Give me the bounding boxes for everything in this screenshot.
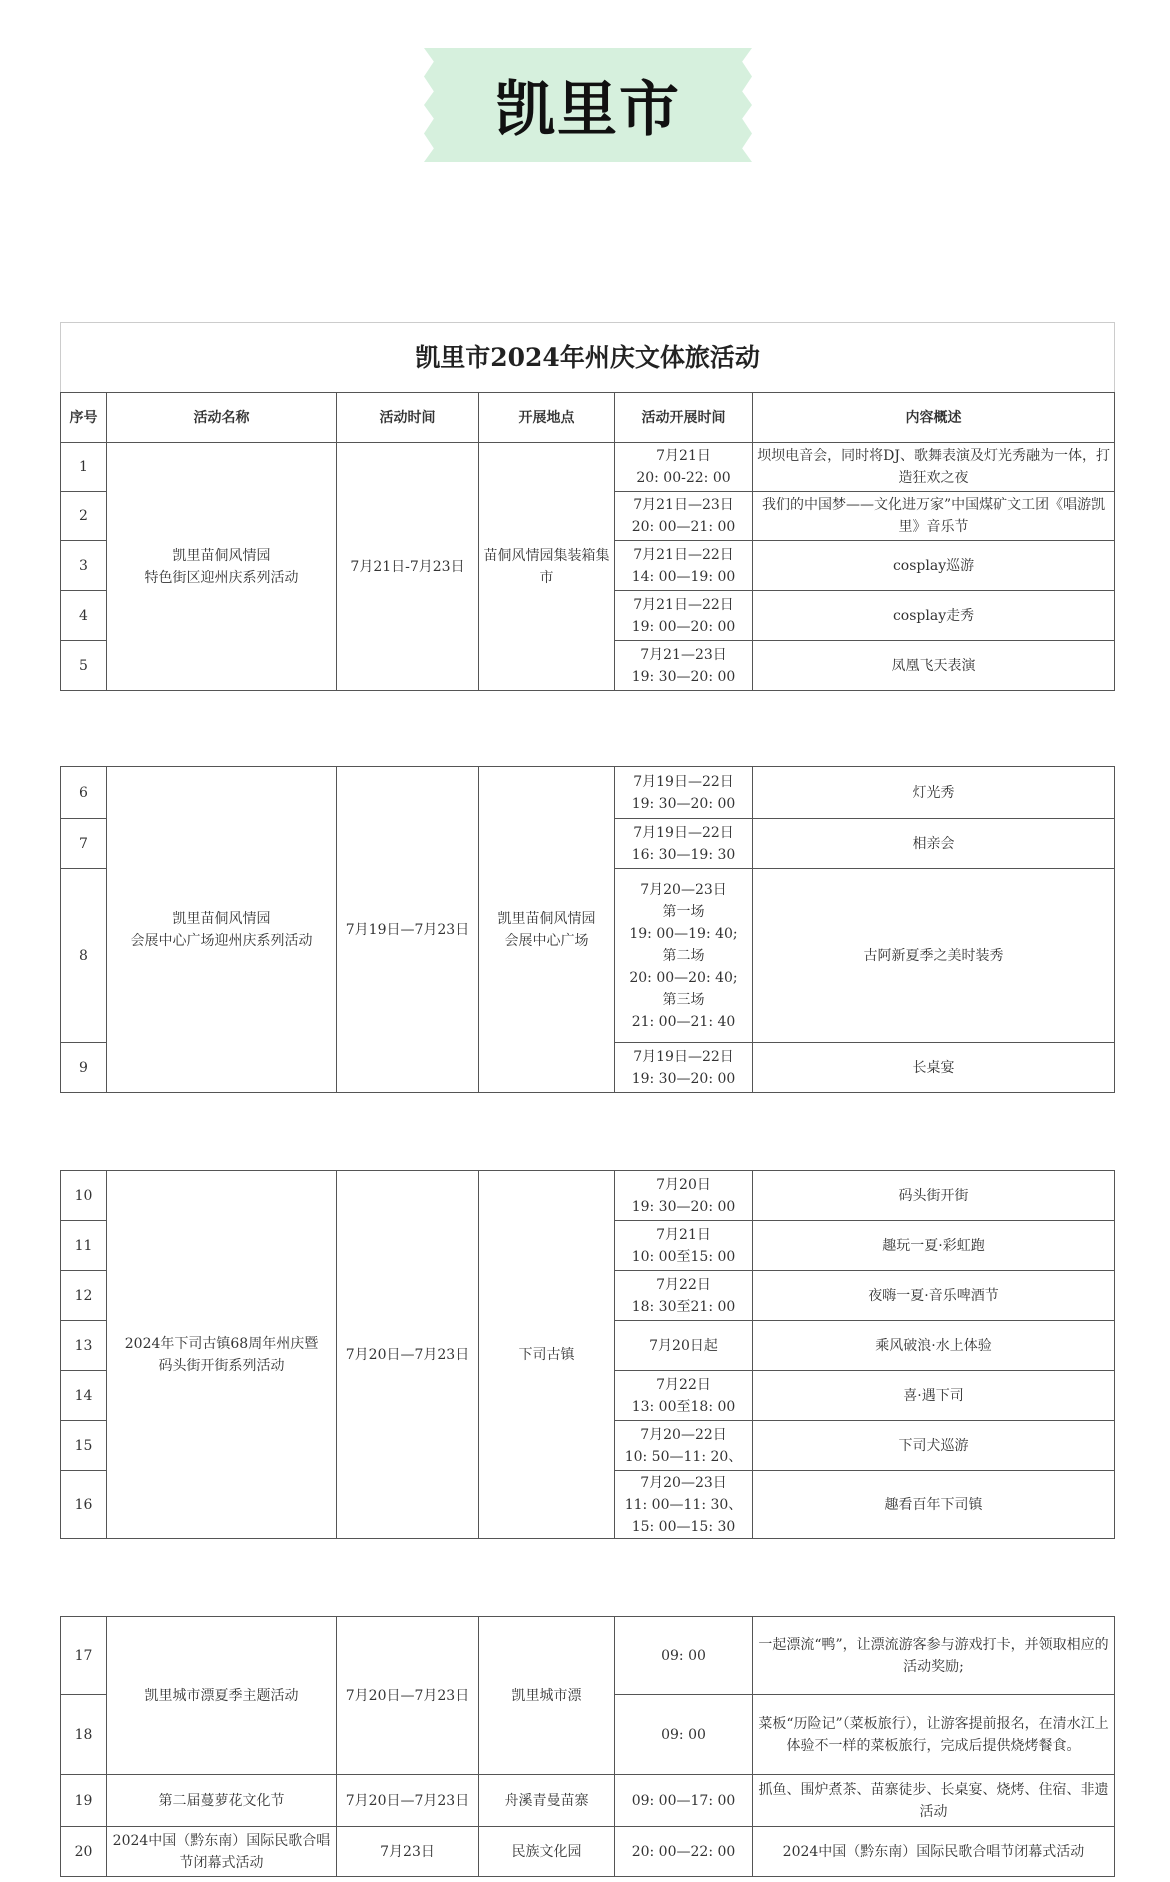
activity-location: 舟溪青曼苗寨 bbox=[479, 1775, 615, 1827]
description: cosplay巡游 bbox=[753, 541, 1115, 591]
description: 一起漂流“鸭”，让漂流游客参与游戏打卡，并领取相应的活动奖励; bbox=[753, 1617, 1115, 1695]
table-section-4 bbox=[60, 1616, 1114, 1877]
header-activity-date: 活动时间 bbox=[337, 393, 479, 443]
activity-name: 凯里苗侗风情园 会展中心广场迎州庆系列活动 bbox=[107, 767, 337, 1093]
session-time: 09: 00 bbox=[615, 1617, 753, 1695]
activity-date: 7月20日—7月23日 bbox=[337, 1171, 479, 1539]
session-time: 7月19日—22日 16: 30—19: 30 bbox=[615, 819, 753, 869]
description: 喜·遇下司 bbox=[753, 1371, 1115, 1421]
row-no: 15 bbox=[61, 1421, 107, 1471]
row-no: 8 bbox=[61, 869, 107, 1043]
description: 凤凰飞天表演 bbox=[753, 641, 1115, 691]
description: 下司犬巡游 bbox=[753, 1421, 1115, 1471]
activity-name: 第二届蔓萝花文化节 bbox=[107, 1775, 337, 1827]
row-no: 14 bbox=[61, 1371, 107, 1421]
description: 码头街开街 bbox=[753, 1171, 1115, 1221]
description: cosplay走秀 bbox=[753, 591, 1115, 641]
row-no: 5 bbox=[61, 641, 107, 691]
row-no: 18 bbox=[61, 1695, 107, 1775]
row-no: 2 bbox=[61, 492, 107, 541]
row-no: 4 bbox=[61, 591, 107, 641]
table-row bbox=[61, 1775, 1115, 1827]
session-time: 09: 00 bbox=[615, 1695, 753, 1775]
table-section-1 bbox=[60, 322, 1114, 691]
description: 我们的中国梦——文化进万家”中国煤矿文工团《唱游凯里》音乐节 bbox=[753, 492, 1115, 541]
session-time: 7月19日—22日 19: 30—20: 00 bbox=[615, 767, 753, 819]
description: 坝坝电音会，同时将DJ、歌舞表演及灯光秀融为一体，打造狂欢之夜 bbox=[753, 443, 1115, 492]
row-no: 10 bbox=[61, 1171, 107, 1221]
table-row bbox=[61, 1171, 1115, 1221]
header-location: 开展地点 bbox=[479, 393, 615, 443]
row-no: 9 bbox=[61, 1043, 107, 1093]
activity-date: 7月21日-7月23日 bbox=[337, 443, 479, 691]
session-time: 7月21—23日 19: 30—20: 00 bbox=[615, 641, 753, 691]
table-row bbox=[61, 443, 1115, 492]
description: 2024中国（黔东南）国际民歌合唱节闭幕式活动 bbox=[753, 1827, 1115, 1877]
session-time: 7月20—22日 10: 50—11: 20、 bbox=[615, 1421, 753, 1471]
row-no: 16 bbox=[61, 1471, 107, 1539]
session-time: 7月21日—22日 14: 00—19: 00 bbox=[615, 541, 753, 591]
activity-name: 2024年下司古镇68周年州庆暨 码头街开街系列活动 bbox=[107, 1171, 337, 1539]
row-no: 11 bbox=[61, 1221, 107, 1271]
activity-location: 凯里城市漂 bbox=[479, 1617, 615, 1775]
header-description: 内容概述 bbox=[753, 393, 1115, 443]
activity-name: 凯里苗侗风情园 特色街区迎州庆系列活动 bbox=[107, 443, 337, 691]
row-no: 6 bbox=[61, 767, 107, 819]
activity-date: 7月19日—7月23日 bbox=[337, 767, 479, 1093]
session-time: 7月22日 18: 30至21: 00 bbox=[615, 1271, 753, 1321]
row-no: 3 bbox=[61, 541, 107, 591]
session-time: 7月20—23日 11: 00—11: 30、 15: 00—15: 30 bbox=[615, 1471, 753, 1539]
header-session-time: 活动开展时间 bbox=[615, 393, 753, 443]
session-time: 20: 00—22: 00 bbox=[615, 1827, 753, 1877]
session-time: 7月20日起 bbox=[615, 1321, 753, 1371]
header-activity-name: 活动名称 bbox=[107, 393, 337, 443]
activity-table-4 bbox=[60, 1616, 1115, 1877]
session-time: 09: 00—17: 00 bbox=[615, 1775, 753, 1827]
row-no: 13 bbox=[61, 1321, 107, 1371]
session-time: 7月20—23日 第一场 19: 00—19: 40; 第二场 20: 00—20: 40; 第三场 21: 00—21: 40 bbox=[615, 869, 753, 1043]
row-no: 19 bbox=[61, 1775, 107, 1827]
activity-date: 7月20日—7月23日 bbox=[337, 1775, 479, 1827]
row-no: 12 bbox=[61, 1271, 107, 1321]
activity-date: 7月20日—7月23日 bbox=[337, 1617, 479, 1775]
activity-table-1 bbox=[60, 322, 1115, 691]
row-no: 7 bbox=[61, 819, 107, 869]
description: 相亲会 bbox=[753, 819, 1115, 869]
table-section-3 bbox=[60, 1170, 1114, 1539]
description: 乘风破浪·水上体验 bbox=[753, 1321, 1115, 1371]
activity-name: 2024中国（黔东南）国际民歌合唱节闭幕式活动 bbox=[107, 1827, 337, 1877]
row-no: 1 bbox=[61, 443, 107, 492]
session-time: 7月21日—23日 20: 00—21: 00 bbox=[615, 492, 753, 541]
session-time: 7月21日 10: 00至15: 00 bbox=[615, 1221, 753, 1271]
description: 古阿新夏季之美时装秀 bbox=[753, 869, 1115, 1043]
table-row bbox=[61, 1827, 1115, 1877]
table-title: 凯里市2024年州庆文体旅活动 bbox=[61, 323, 1115, 393]
table-section-2 bbox=[60, 766, 1114, 1093]
activity-location: 下司古镇 bbox=[479, 1171, 615, 1539]
description: 抓鱼、围炉煮茶、苗寨徒步、长桌宴、烧烤、住宿、非遗活动 bbox=[753, 1775, 1115, 1827]
activity-location: 民族文化园 bbox=[479, 1827, 615, 1877]
description: 趣看百年下司镇 bbox=[753, 1471, 1115, 1539]
activity-table-3 bbox=[60, 1170, 1115, 1539]
row-no: 20 bbox=[61, 1827, 107, 1877]
session-time: 7月21日 20: 00-22: 00 bbox=[615, 443, 753, 492]
row-no: 17 bbox=[61, 1617, 107, 1695]
activity-date: 7月23日 bbox=[337, 1827, 479, 1877]
activity-name: 凯里城市漂夏季主题活动 bbox=[107, 1617, 337, 1775]
city-title: 凯里市 bbox=[495, 75, 681, 145]
table-row bbox=[61, 767, 1115, 819]
session-time: 7月20日 19: 30—20: 00 bbox=[615, 1171, 753, 1221]
session-time: 7月21日—22日 19: 00—20: 00 bbox=[615, 591, 753, 641]
table-row bbox=[61, 1617, 1115, 1695]
description: 夜嗨一夏·音乐啤酒节 bbox=[753, 1271, 1115, 1321]
activity-location: 苗侗风情园集装箱集市 bbox=[479, 443, 615, 691]
header-no: 序号 bbox=[61, 393, 107, 443]
activity-table-2 bbox=[60, 766, 1115, 1093]
activity-location: 凯里苗侗风情园 会展中心广场 bbox=[479, 767, 615, 1093]
description: 趣玩一夏·彩虹跑 bbox=[753, 1221, 1115, 1271]
session-time: 7月19日—22日 19: 30—20: 00 bbox=[615, 1043, 753, 1093]
description: 长桌宴 bbox=[753, 1043, 1115, 1093]
description: 灯光秀 bbox=[753, 767, 1115, 819]
description: 菜板“历险记”（菜板旅行），让游客提前报名，在清水江上体验不一样的菜板旅行，完成后提供烧烤餐食。 bbox=[753, 1695, 1115, 1775]
session-time: 7月22日 13: 00至18: 00 bbox=[615, 1371, 753, 1421]
